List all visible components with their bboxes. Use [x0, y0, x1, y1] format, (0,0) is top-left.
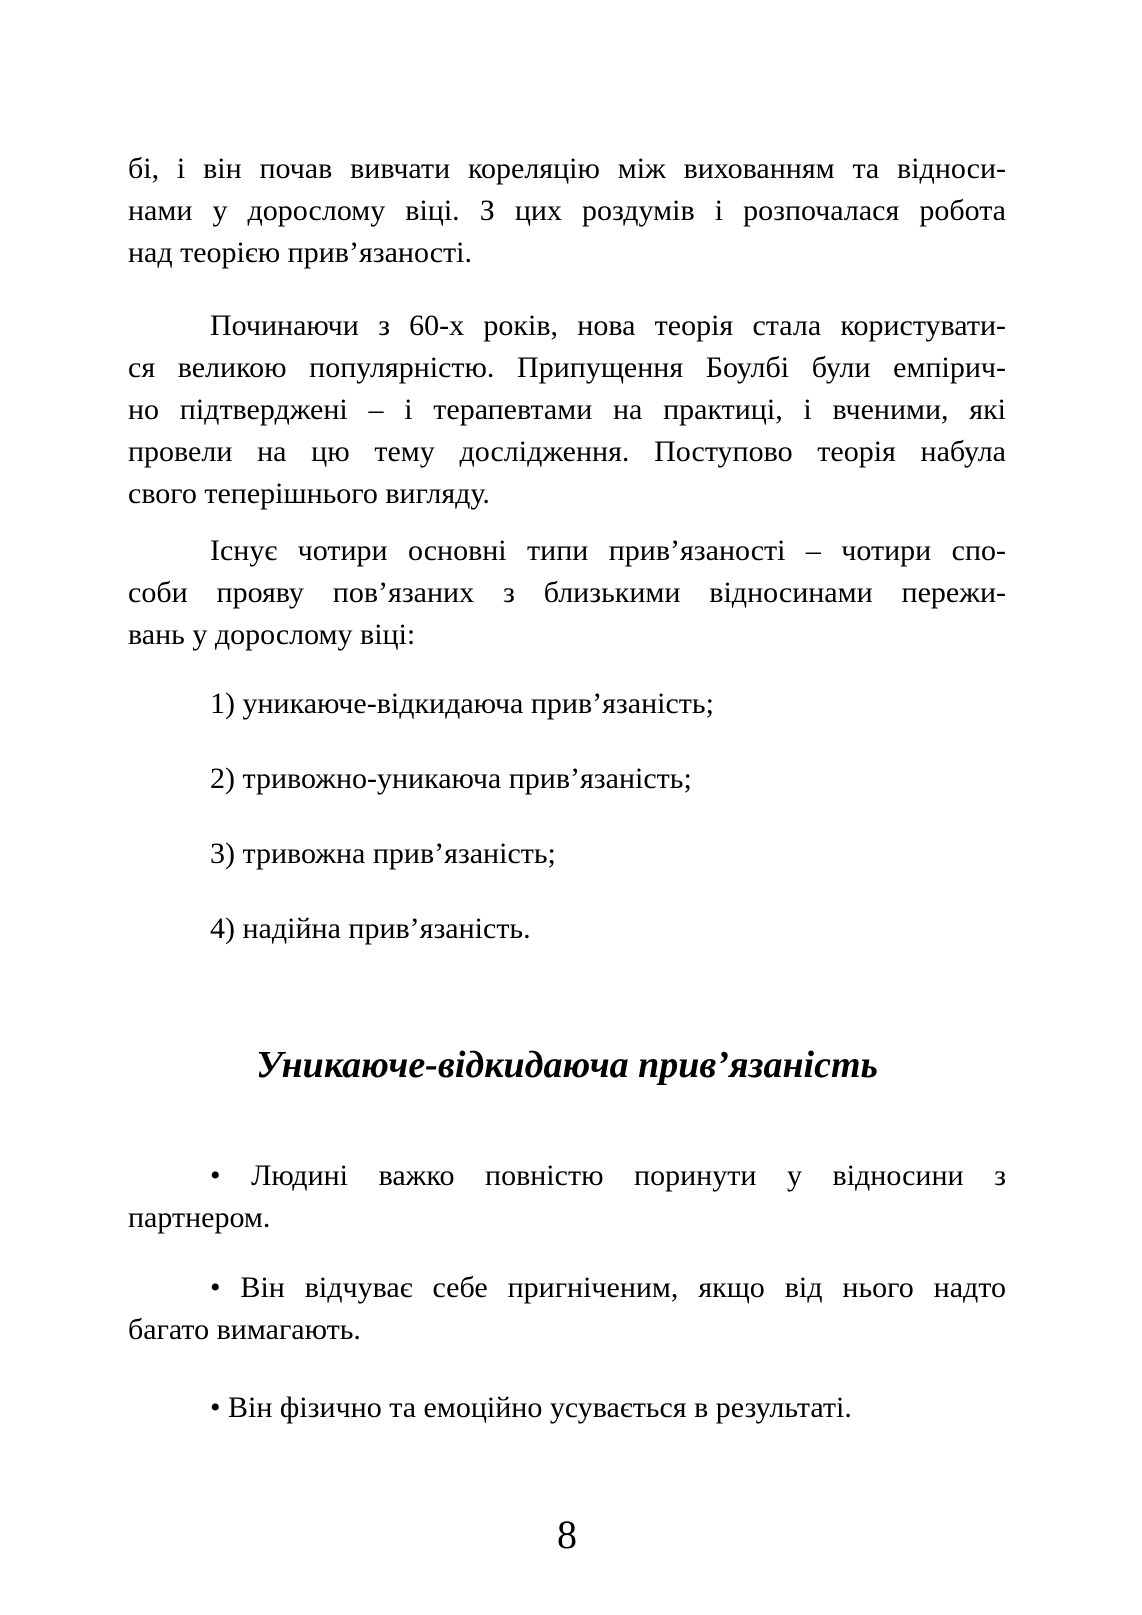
section-heading: Уникаюче-відкидаюча прив’язаність	[256, 1044, 878, 1086]
text-block	[128, 0, 1006, 1557]
bullet-item	[128, 1155, 1006, 1239]
bullet-item	[128, 1387, 1006, 1429]
text-line: нами у дорослому віці. З цих роздумів і розпочалася робота	[128, 194, 1006, 227]
text-line: бі, і він почав вивчати кореляцію між вихованням та відноси-	[128, 152, 1006, 185]
text-line: над теорією прив’язаності.	[128, 236, 472, 269]
text-line: Починаючи з 60-х років, нова теорія стала користувати-	[210, 309, 1006, 342]
text-line: но підтверджені – і терапевтами на практиці, і вченими, які	[128, 393, 1006, 426]
text-line: провели на цю тему дослідження. Поступово теорія набула	[128, 435, 1006, 468]
text-line: свого теперішнього вигляду.	[128, 477, 490, 510]
page-number: 8	[557, 1512, 577, 1557]
list-item: 3) тривожна прив’язаність;	[210, 837, 556, 870]
list-item: 4) надійна прив’язаність.	[210, 912, 531, 945]
list-item: 1) уникаюче-відкидаюча прив’язаність;	[210, 687, 714, 720]
text-line: • Людині важко повністю поринути у відносини з	[210, 1159, 1006, 1192]
bullet-item	[128, 1267, 1006, 1351]
text-line: • Він фізично та емоційно усувається в результаті.	[210, 1391, 852, 1424]
text-line: ся великою популярністю. Припущення Боулбі були емпірич-	[128, 351, 1006, 384]
text-line: партнером.	[128, 1201, 271, 1234]
paragraph	[128, 305, 1006, 515]
list-item: 2) тривожно-уникаюча прив’язаність;	[210, 762, 692, 795]
text-line: багато вимагають.	[128, 1313, 361, 1346]
text-line: вань у дорослому віці:	[128, 618, 416, 651]
text-line: Існує чотири основні типи прив’язаності – чотири спо-	[210, 534, 1006, 567]
paragraph	[128, 148, 1006, 274]
text-line: • Він відчуває себе пригніченим, якщо від нього надто	[210, 1271, 1006, 1304]
paragraph	[128, 530, 1006, 656]
text-line: соби прояву пов’язаних з близькими відносинами пережи-	[128, 576, 1006, 609]
